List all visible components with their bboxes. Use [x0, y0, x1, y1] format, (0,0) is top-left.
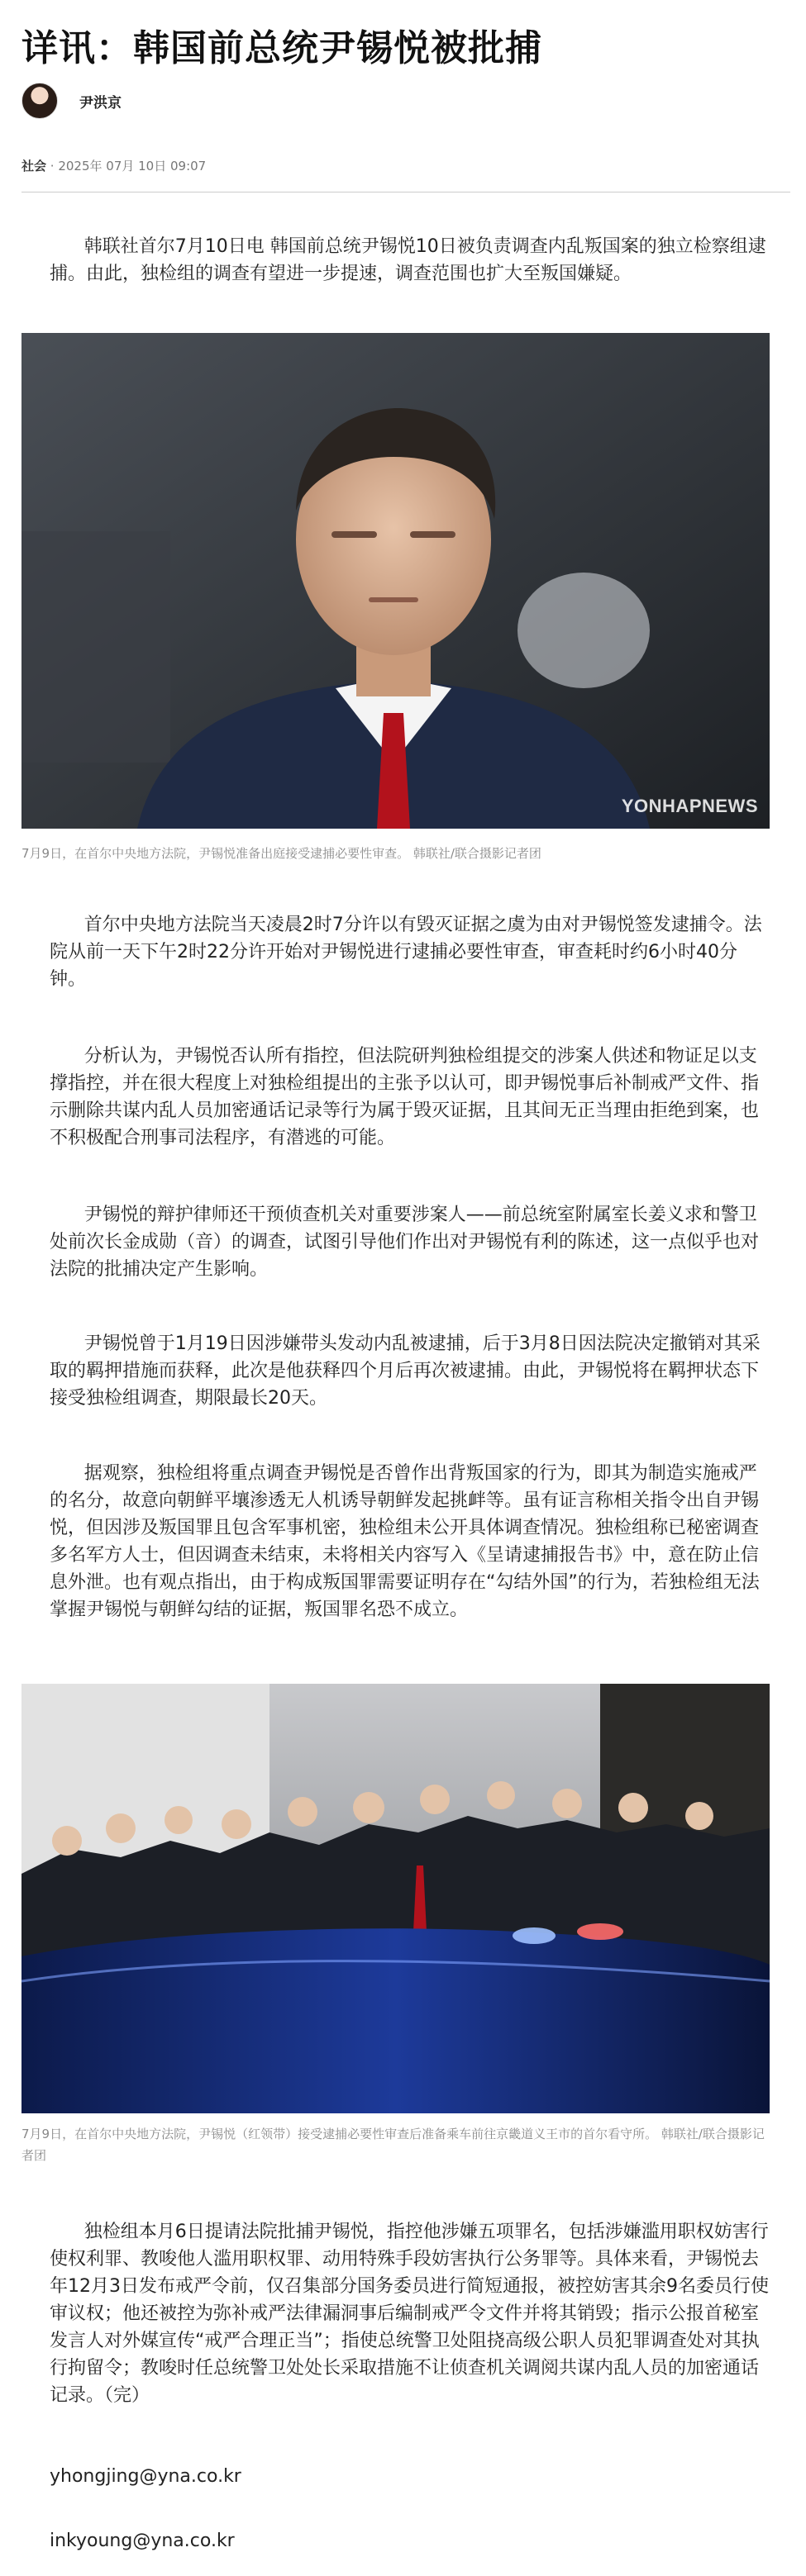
- author-name[interactable]: 尹洪京: [79, 94, 122, 112]
- paragraph-5: 尹锡悦曾于1月19日因涉嫌带头发动内乱被逮捕，后于3月8日因法院决定撤销对其采取的羁押措施而获释，此次是他获释四个月后再次被逮捕。由此，尹锡悦将在羁押状态下接受独检组调查，期限最长20天。: [50, 1333, 761, 1409]
- paragraph-2: 首尔中央地方法院当天凌晨2时7分许以有毁灭证据之虞为由对尹锡悦签发逮捕令。法院从前一天下午2时22分许开始对尹锡悦进行逮捕必要性审查，审查耗时约6小时40分钟。: [50, 915, 762, 990]
- paragraph-4: 尹锡悦的辩护律师还干预侦查机关对重要涉案人——前总统室附属室长姜义求和警卫处前次长金成勋（音）的调查，试图引导他们作出对尹锡悦有利的陈述，这一点似乎也对法院的批捕决定产生影响。: [50, 1205, 760, 1280]
- photo-caption-1: 7月9日，在首尔中央地方法院，尹锡悦准备出庭接受逮捕必要性审查。 韩联社/联合摄影记者团: [21, 846, 541, 861]
- article-meta: [21, 157, 206, 174]
- photo-watermark-1: YONHAPNEWS: [621, 796, 758, 816]
- category-link[interactable]: 社会: [21, 159, 47, 173]
- author-avatar[interactable]: [21, 83, 58, 119]
- article-photo-2: [21, 1684, 770, 2113]
- author-email-2[interactable]: inkyoung@yna.co.kr: [50, 2531, 235, 2551]
- article-photo-1: [21, 333, 770, 829]
- photo-caption-2: 7月9日，在首尔中央地方法院，尹锡悦（红领带）接受逮捕必要性审查后准备乘车前往京畿道义王市的首尔看守所。 韩联社/联合摄影记者团: [21, 2127, 765, 2163]
- photo-yoon-portrait: [21, 333, 770, 829]
- photo-yoon-leaving-court: [21, 1684, 770, 2113]
- author-byline[interactable]: [21, 83, 122, 119]
- paragraph-6: 据观察，独检组将重点调查尹锡悦是否曾作出背叛国家的行为，即其为制造实施戒严的名分，故意向朝鲜平壤渗透无人机诱导朝鲜发起挑衅等。虽有证言称相关指令出自尹锡悦，但因涉及叛国罪且包含军事机密，独检组未公开具体调查情况。独检组称已秘密调查多名军方人士，但因调查未结束，未将相关内容写入《呈请逮捕报告书》中，意在防止信息外泄。也有观点指出，由于构成叛国罪需要证明存在“勾结外国”的行为，若独检组无法掌握尹锡悦与朝鲜勾结的证据，叛国罪名恐不成立。: [50, 1463, 760, 1620]
- article-title: 详讯：韩国前总统尹锡悦被批捕: [21, 27, 542, 69]
- author-email-1[interactable]: yhongjing@yna.co.kr: [50, 2466, 241, 2487]
- publish-date: · 2025年 07月 10日 09:07: [50, 159, 207, 173]
- paragraph-3: 分析认为，尹锡悦否认所有指控，但法院研判独检组提交的涉案人供述和物证足以支撑指控，并在很大程度上对独检组提出的主张予以认可，即尹锡悦事后补制戒严文件、指示删除共谋内乱人员加密通话记录等行为属于毁灭证据，且其间无正当理由拒绝到案，也不积极配合刑事司法程序，有潜逃的可能。: [50, 1046, 760, 1148]
- paragraph-1: 韩联社首尔7月10日电 韩国前总统尹锡悦10日被负责调查内乱叛国案的独立检察组逮捕。由此，独检组的调查有望进一步提速，调查范围也扩大至叛国嫌疑。: [50, 236, 766, 284]
- paragraph-7: 独检组本月6日提请法院批捕尹锡悦，指控他涉嫌五项罪名，包括涉嫌滥用职权妨害行使权利罪、教唆他人滥用职权罪、动用特殊手段妨害执行公务罪等。具体来看，尹锡悦去年12月3日发布戒严令前，仅召集部分国务委员进行简短通报，被控妨害其余9名委员行使审议权；他还被控为弥补戒严法律漏洞事后编制戒严令文件并将其销毁；指示公报首秘室发言人对外媒宣传“戒严合理正当”；指使总统警卫处阻挠高级公职人员犯罪调查处对其执行拘留令；教唆时任总统警卫处处长采取措施不让侦查机关调阅共谋内乱人员的加密通话记录。（完）: [50, 2222, 769, 2406]
